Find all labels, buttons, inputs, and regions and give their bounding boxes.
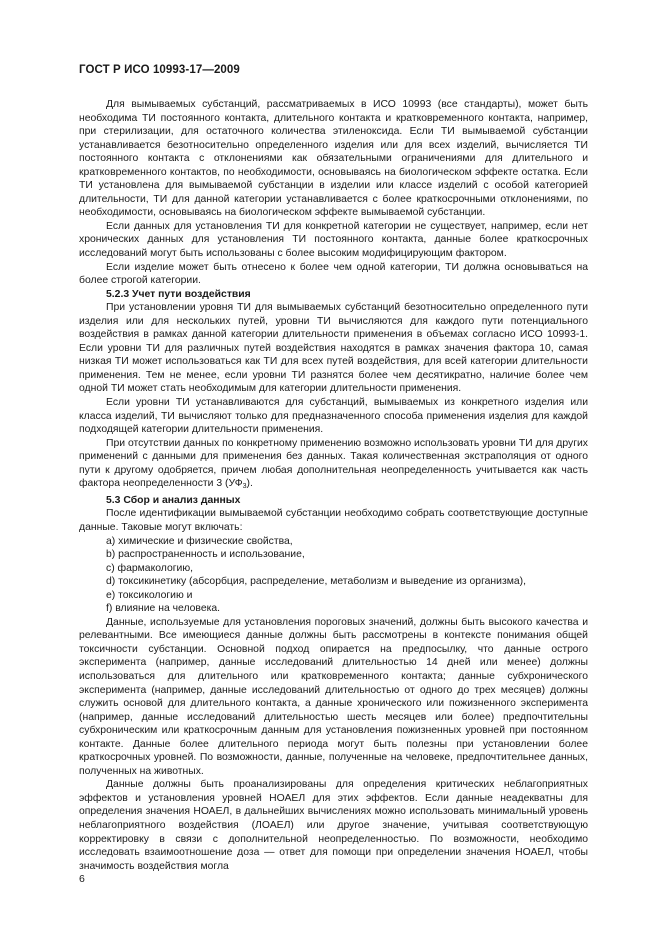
subscript: 3 bbox=[242, 483, 247, 491]
list-item: c) фармакологию, bbox=[106, 562, 194, 574]
paragraph-text: ). bbox=[246, 478, 253, 490]
paragraph bbox=[79, 437, 588, 494]
document-body bbox=[79, 98, 588, 873]
list-item: d) токсикинетику (абсорбция, распределение, метаболизм и выведение из организма), bbox=[106, 576, 527, 588]
document-header: ГОСТ Р ИСО 10993-17—2009 bbox=[79, 64, 240, 76]
paragraph: После идентификации вымываемой субстанции необходимо собрать соответствующие доступные данные. Таковые могут включать: bbox=[79, 508, 588, 533]
page-number: 6 bbox=[79, 873, 85, 885]
section-heading-5-2-3: 5.2.3 Учет пути воздействия bbox=[106, 288, 251, 300]
paragraph: Данные, используемые для установления пороговых значений, должны быть высокого качества и релевантными. Все имеющиеся данные должны быть рассмотрены в контексте понимания общей токсичности субстанции. Основной подход опирается на предпосылку, что данные острого эксперимента (например, данные исследований длительностью 14 дней или менее) должны использоваться для длительного или кратковременного контакта; данные субхронического эксперимента (например, данные исследований длительностью от одного до трех месяцев) должны служить основой для длительного контакта, а данные хронического или пожизненного эксперимента (например, данные исследований длительностью шесть месяцев или более) предпочтительны субхроническим или краткосрочным данным для установления пожизненных уровней при постоянном контакте. Данные более длительного периода могут быть полезны при установлении более краткосрочных уровней. По возможности, данные, полученные на человеке, предпочтительнее данных, полученных на животных. bbox=[79, 616, 588, 777]
list-item: b) распространенность и использование, bbox=[106, 549, 305, 561]
list-item: f) влияние на человека. bbox=[106, 603, 221, 615]
paragraph: Данные должны быть проанализированы для определения критических неблагоприятных эффектов и установления уровней НОАЕЛ для этих эффектов. Если данные неадекватны для определения значения НОАЕЛ, в дальнейших вычислениях можно использовать минимальный уровень неблагоприятного воздействия (ЛОАЕЛ) или другое значение, учитывая соответствующую корректировку в связи с дополнительной неопределенностью. По возможности, необходимо исследовать взаимоотношение доза — ответ для помощи при определении значения НОАЕЛ, чтобы значимость воздействия могла bbox=[79, 779, 588, 872]
paragraph: При установлении уровня ТИ для вымываемых субстанций безотносительно определенного пути изделия или для нескольких путей, уровни ТИ вычисляются для каждого пути потенциального воздействия в рамках данной категории длительности применения в объемах согласно ИСО 10993-1. Если уровни ТИ для различных путей воздействия находятся в рамках значения фактора 10, самая низкая ТИ может использоваться как ТИ для всех путей воздействия, для всей категории длительности применения. Тем не менее, если уровни ТИ разнятся более чем десятикратно, наличие более чем одной ТИ может стать необходимым для категории длительности применения. bbox=[79, 302, 588, 395]
paragraph: Если уровни ТИ устанавливаются для субстанций, вымываемых из конкретного изделия или класса изделий, ТИ вычисляют только для предназначенного способа применения изделия для каждой подходящей категории длительности применения. bbox=[79, 397, 588, 436]
list-item: a) химические и физические свойства, bbox=[106, 535, 293, 547]
paragraph: Если данных для установления ТИ для конкретной категории не существует, например, если нет хронических данных для установления ТИ постоянного контакта, данные более краткосрочных исследований могут быть использованы с более высоким модифицирующим фактором. bbox=[79, 220, 588, 260]
section-heading-5-3: 5.3 Сбор и анализ данных bbox=[106, 494, 241, 506]
paragraph: Для вымываемых субстанций, рассматриваемых в ИСО 10993 (все стандарты), может быть необходима ТИ постоянного контакта, длительного контакта и кратковременного контакта, например, при стерилизации, для остаточного количества этиленоксида. Если ТИ вымываемой субстанции устанавливается безотносительно определенного изделия или для всех изделий, вычисляется ТИ постоянного контакта с отклонениями как обязательными ограничениями для длительного и кратковременного контактов, по необходимости, основываясь на биологическом эффекте остатка. Если ТИ установлена для вымываемой субстанции в изделии или классе изделий с особой категорией длительности, ТИ для данной категории устанавливается с более краткосрочными отклонениями, по необходимости, основываясь на биологическом эффекте вымываемой субстанции. bbox=[79, 99, 588, 219]
paragraph: Если изделие может быть отнесено к более чем одной категории, ТИ должна основываться на более строгой категории. bbox=[79, 261, 588, 287]
list-item: e) токсикологию и bbox=[106, 589, 193, 601]
paragraph-text: При отсутствии данных по конкретному применению возможно использовать уровни ТИ для других применений с данными для применения без данных. Такая количественная экстраполяция от одного пути к другому одобряется, причем любая дополнительная неопределенность учитывается как часть фактора неопределенности 3 (УФ bbox=[79, 437, 588, 490]
